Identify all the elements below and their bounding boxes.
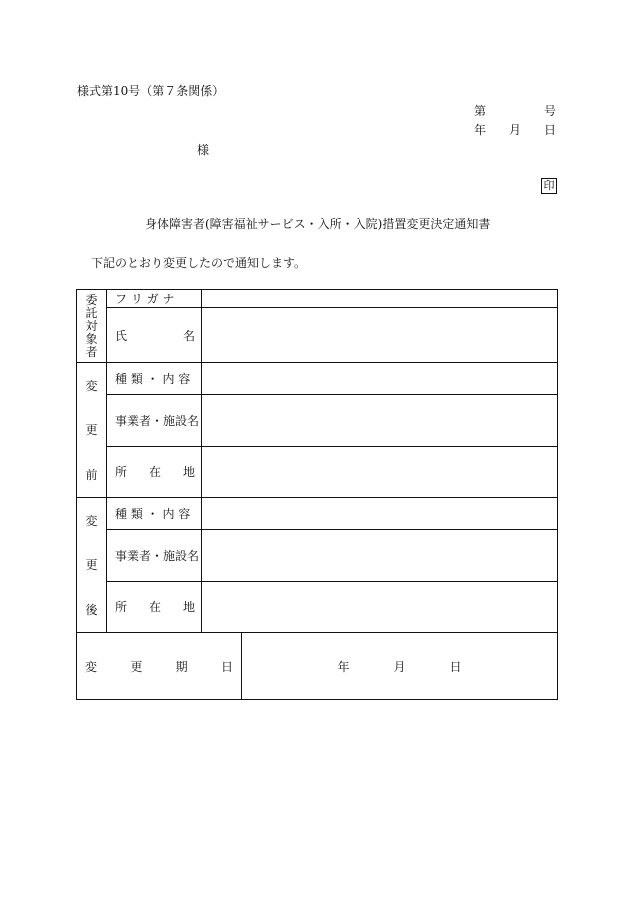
form-number: 様式第10号（第７条関係） — [77, 84, 225, 98]
after-type-label: 種 類 ・ 内 容 — [107, 498, 202, 530]
document-title: 身体障害者(障害福祉サービス・入所・入院)措置変更決定通知書 — [145, 217, 491, 231]
addressee-suffix: 様 — [197, 143, 210, 157]
date-month: 月 — [509, 123, 522, 137]
before-provider-label: 事業者・施設名 — [107, 395, 202, 446]
after-address-field[interactable] — [202, 581, 558, 632]
before-address-field[interactable] — [202, 446, 558, 497]
before-address-label: 所 在 地 — [107, 446, 202, 497]
doc-no-label: 第 — [474, 104, 487, 118]
name-label: 氏 名 — [107, 308, 202, 363]
after-group-label: 変 更 後 — [77, 498, 107, 633]
after-address-label: 所 在 地 — [107, 581, 202, 632]
notice-form-table — [76, 289, 558, 700]
before-provider-field[interactable] — [202, 395, 558, 446]
name-field[interactable] — [202, 308, 558, 363]
change-date-label: 変 更 期 日 — [77, 633, 242, 700]
subject-group-label: 委託対象者 — [77, 290, 107, 363]
intro-text: 下記のとおり変更したので通知します。 — [91, 256, 307, 270]
furigana-field[interactable] — [202, 290, 558, 308]
furigana-label: フ リ ガ ナ — [107, 290, 202, 308]
after-provider-label: 事業者・施設名 — [107, 530, 202, 581]
change-date-field[interactable]: 年 月 日 — [242, 633, 558, 700]
doc-no-suffix: 号 — [544, 104, 557, 118]
after-type-field[interactable] — [202, 498, 558, 530]
seal-mark: 印 — [541, 178, 557, 194]
before-group-label: 変 更 前 — [77, 363, 107, 498]
before-type-label: 種 類 ・ 内 容 — [107, 363, 202, 395]
before-type-field[interactable] — [202, 363, 558, 395]
after-provider-field[interactable] — [202, 530, 558, 581]
date-year: 年 — [474, 123, 487, 137]
date-day: 日 — [544, 123, 557, 137]
